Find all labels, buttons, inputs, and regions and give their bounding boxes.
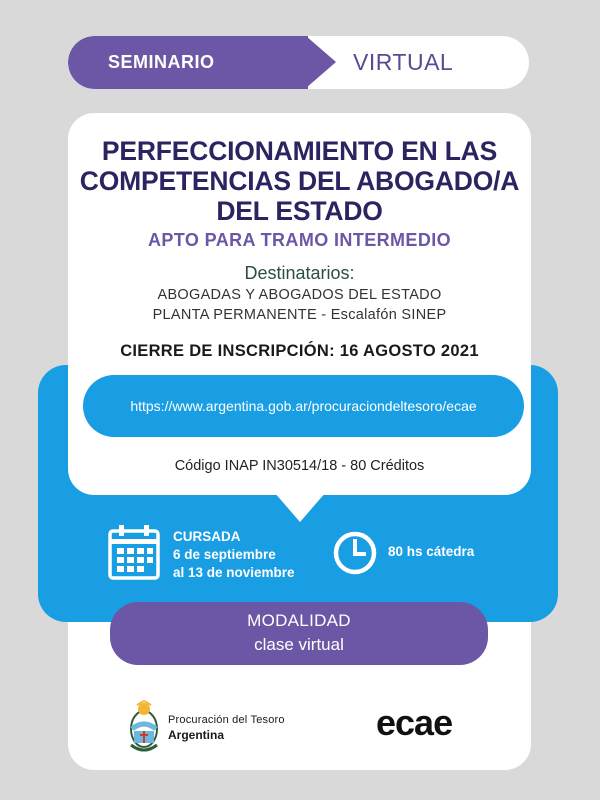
org-name-line2: Argentina bbox=[168, 728, 225, 742]
registration-url-link[interactable]: https://www.argentina.gob.ar/procuraciondeltesoro/ecae bbox=[83, 375, 524, 437]
header-arrow bbox=[306, 36, 336, 88]
org-name-line1: Procuración del Tesoro bbox=[168, 714, 285, 726]
header-seminario-label: SEMINARIO bbox=[108, 52, 215, 72]
modalidad-value: clase virtual bbox=[254, 635, 344, 654]
cursada-start: 6 de septiembre bbox=[173, 547, 276, 562]
title-line: COMPETENCIAS DEL ABOGADO/A bbox=[79, 166, 520, 196]
page-title bbox=[68, 136, 531, 226]
seminar-header bbox=[68, 36, 529, 89]
cursada-end: al 13 de noviembre bbox=[173, 565, 295, 580]
clock-icon bbox=[332, 530, 378, 576]
cursada-label: CURSADA bbox=[173, 529, 241, 544]
destinatarios-line: ABOGADAS Y ABOGADOS DEL ESTADO bbox=[157, 287, 442, 303]
registration-deadline: CIERRE DE INSCRIPCIÓN: 16 AGOSTO 2021 bbox=[120, 342, 479, 360]
destinatarios-label: Destinatarios: bbox=[244, 263, 355, 283]
title-line: DEL ESTADO bbox=[216, 196, 383, 226]
hours-text: 80 hs cátedra bbox=[388, 544, 475, 559]
cursada-block bbox=[173, 528, 295, 582]
destinatarios-line: PLANTA PERMANENTE - Escalafón SINEP bbox=[152, 307, 447, 323]
modalidad-title: MODALIDAD bbox=[247, 611, 351, 630]
calendar-icon bbox=[108, 525, 160, 580]
modalidad-badge bbox=[110, 602, 488, 665]
title-line: PERFECCIONAMIENTO EN LAS bbox=[101, 136, 498, 166]
subtitle: APTO PARA TRAMO INTERMEDIO bbox=[147, 230, 452, 250]
inap-code: Código INAP IN30514/18 - 80 Créditos bbox=[174, 458, 425, 474]
ecae-logo: ecae bbox=[376, 702, 453, 743]
coat-of-arms-icon bbox=[127, 699, 161, 753]
bubble-tip bbox=[274, 492, 326, 522]
header-virtual-label: VIRTUAL bbox=[353, 49, 454, 75]
